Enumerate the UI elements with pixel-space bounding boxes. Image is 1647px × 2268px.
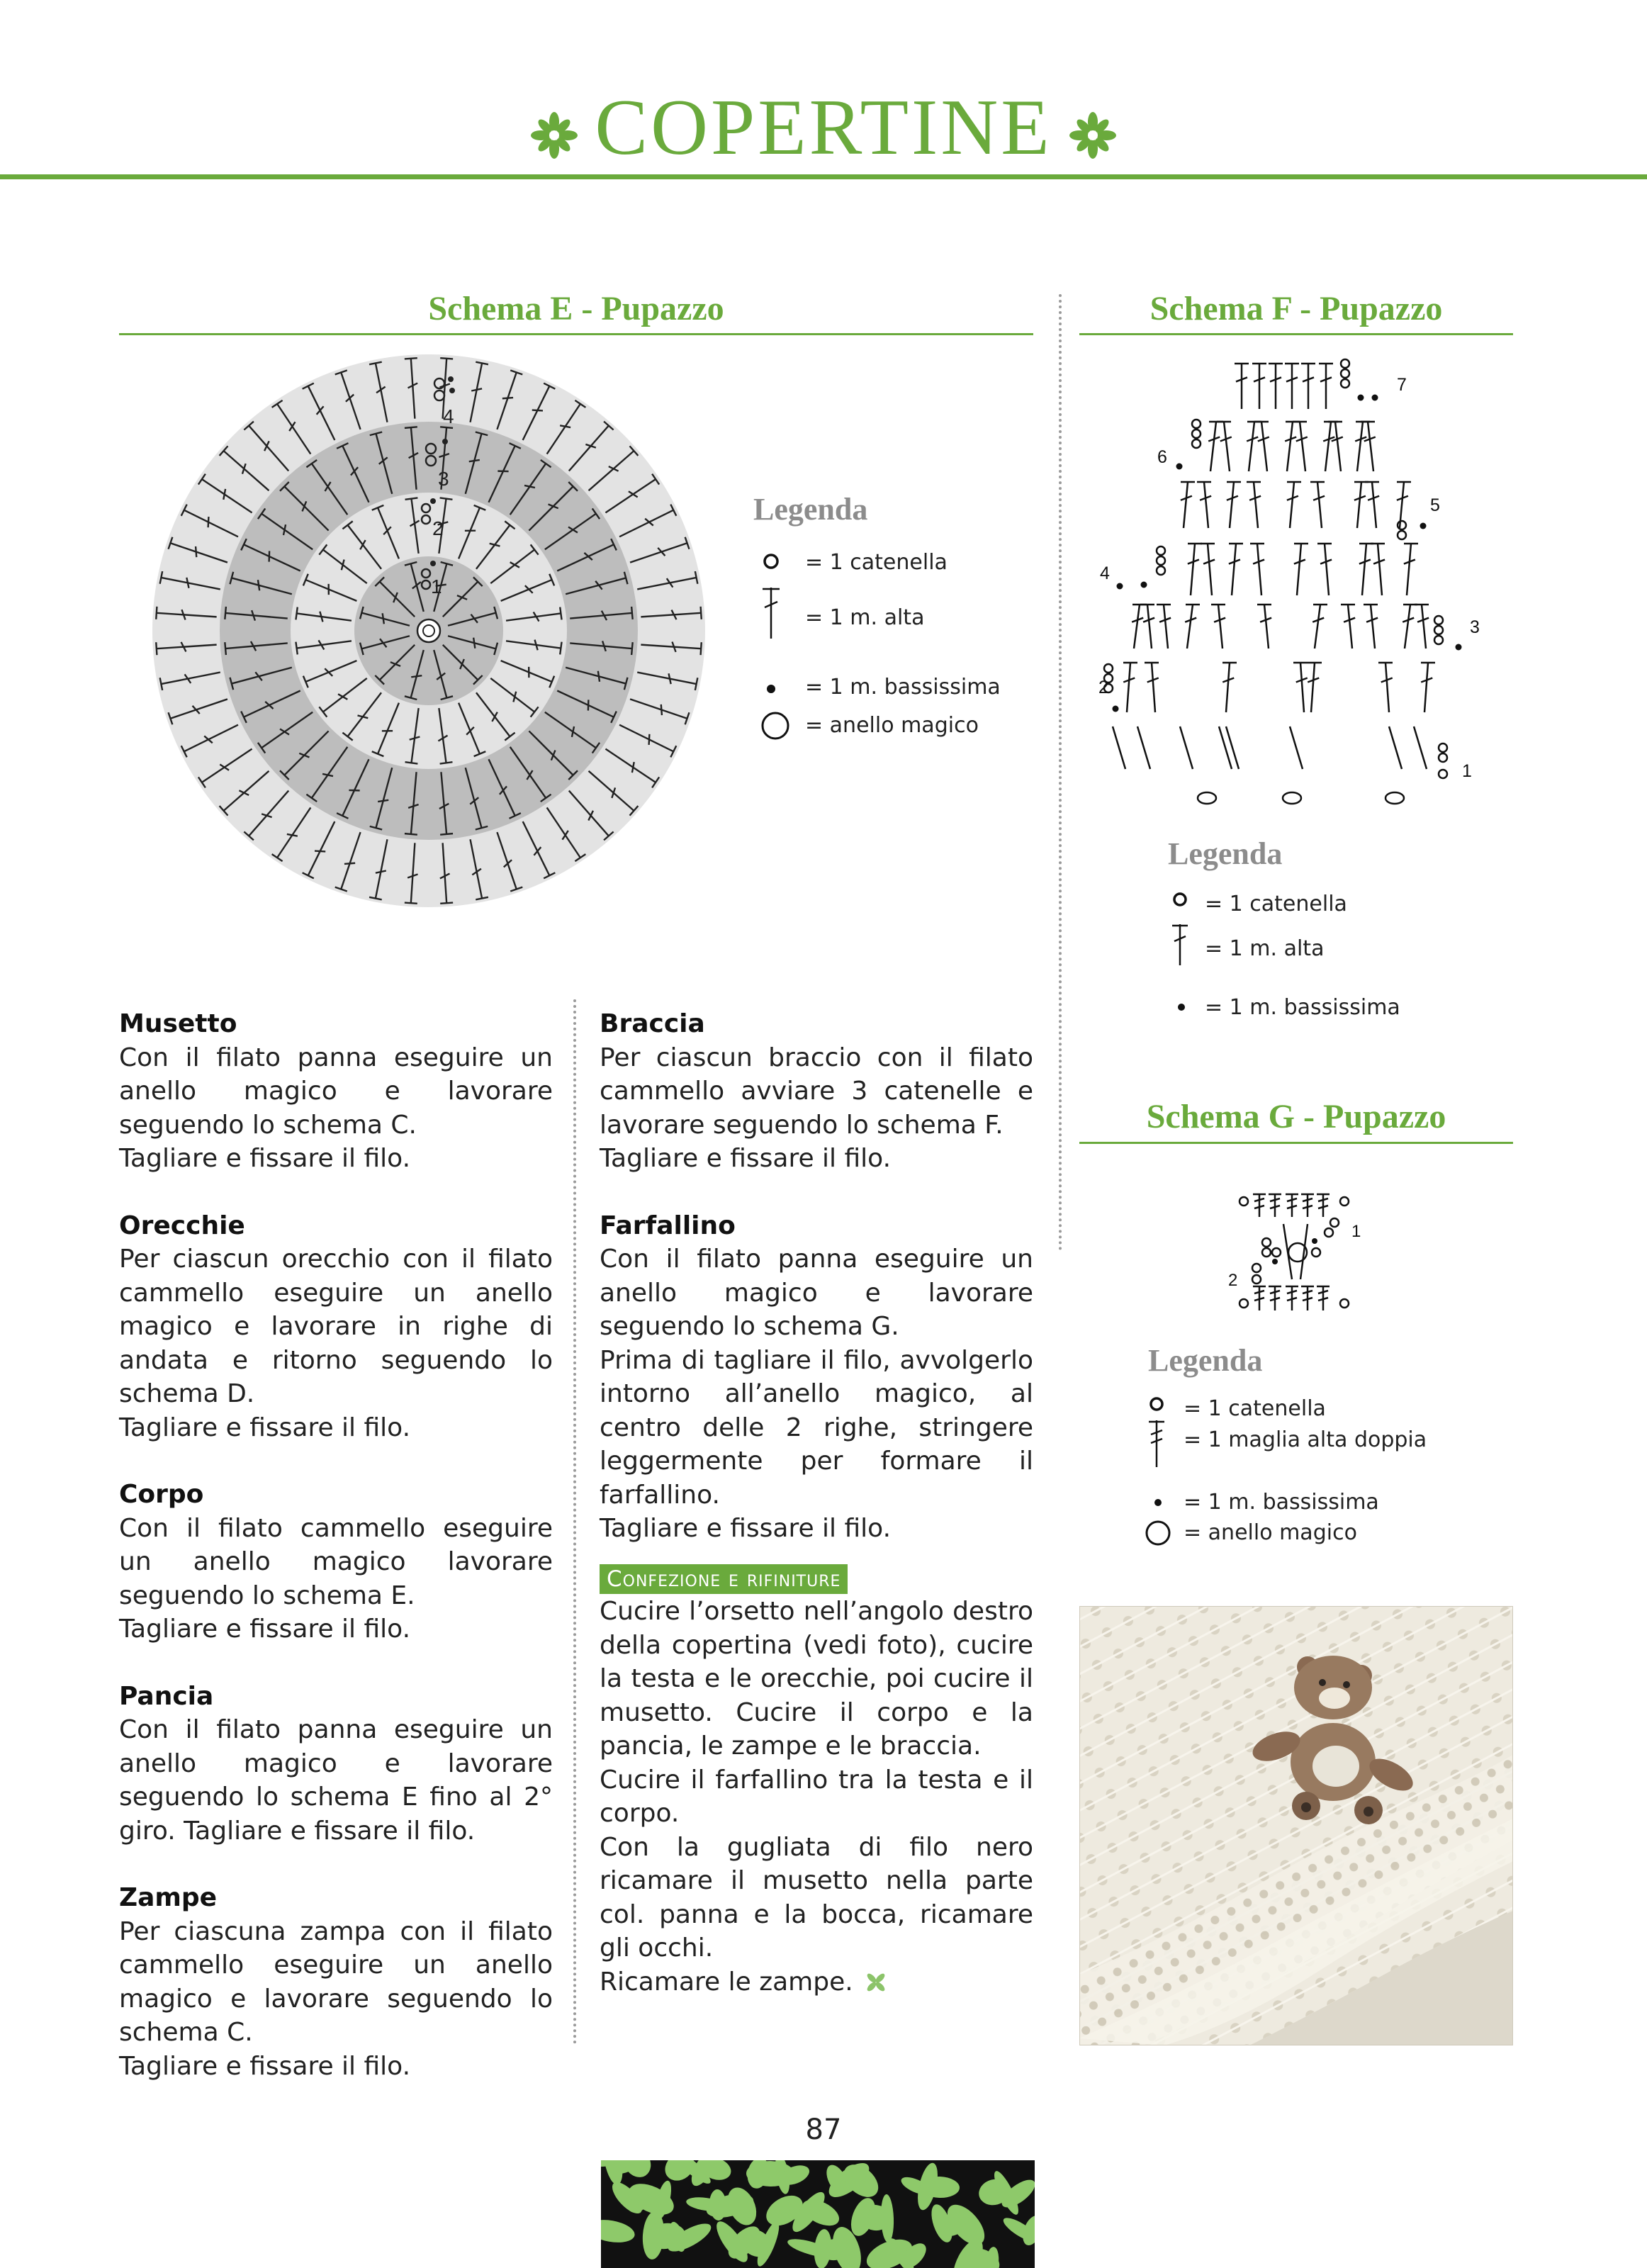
section-text: Per ciascun braccio con il filato cammello avviare 3 catenelle e lavorare seguendo lo schema F. (600, 1043, 1033, 1140)
column-separator-top (1059, 294, 1062, 1251)
section-text: Per ciascuna zampa con il filato cammello eseguire un anello magico e lavorare seguendo lo schema C. (119, 1916, 553, 2047)
section-text: Tagliare e fissare il filo. (600, 1144, 892, 1173)
section-text: Ricamare le zampe. (600, 1967, 853, 1997)
schema-g-legend-title: Legenda (1148, 1343, 1263, 1378)
page-title: COPERTINE (595, 84, 1052, 172)
schema-f-legend-slip: = 1 m. bassissima (1205, 995, 1400, 1020)
schema-e-round-label: 3 (438, 468, 449, 490)
section-corpo (119, 1478, 553, 1646)
header-rule (0, 174, 1647, 179)
section-heading: Musetto (119, 1009, 237, 1038)
magic-ring-icon (760, 710, 791, 741)
section-text: Tagliare e fissare il filo. (119, 1144, 411, 1173)
flower-ornament-icon (529, 111, 579, 160)
section-text: Con il filato panna eseguire un anello magico e lavorare seguendo lo schema E fino al 2° giro. Tagliare e fissare il filo. (119, 1715, 553, 1846)
schema-f-rule (1079, 333, 1513, 335)
schema-f-legend-chain: = 1 catenella (1205, 892, 1347, 916)
schema-e-rule (119, 333, 1033, 335)
instructions-right-column (600, 1007, 1033, 1999)
section-text: Cucire il farfallino tra la testa e il corpo. (600, 1765, 1033, 1828)
section-confezione (600, 1561, 1033, 1999)
section-text: Tagliare e fissare il filo. (119, 1413, 411, 1442)
section-musetto (119, 1007, 553, 1176)
column-separator-text (573, 999, 576, 2045)
section-text: Con il filato cammello eseguire un anello magico lavorare seguendo lo schema E. (119, 1513, 553, 1610)
schema-f-row-label: 4 (1100, 563, 1110, 583)
schema-e-legend-chain: = 1 catenella (805, 550, 948, 575)
schema-f-row-label: 7 (1397, 375, 1407, 395)
schema-e-legend-slip: = 1 m. bassissima (805, 675, 1001, 700)
schema-f-row-label: 5 (1430, 495, 1440, 515)
schema-g-diagram (1222, 1180, 1385, 1322)
section-text: Per ciascun orecchio con il filato cammello eseguire un anello magico e lavorare in righe di andata e ritorno seguendo lo schema D. (119, 1245, 553, 1408)
confezione-label: Confezione e rifiniture (600, 1564, 848, 1594)
schema-f-row-label: 1 (1462, 761, 1472, 781)
section-heading: Farfallino (600, 1211, 736, 1240)
section-braccia (600, 1007, 1033, 1176)
section-zampe (119, 1881, 553, 2083)
section-heading: Zampe (119, 1883, 218, 1912)
schema-g-legend-tr: = 1 maglia alta doppia (1184, 1427, 1427, 1452)
schema-f-legend-title: Legenda (1168, 836, 1283, 871)
schema-f-row-label: 6 (1157, 447, 1167, 467)
schema-f-legend-dc: = 1 m. alta (1205, 936, 1325, 961)
section-farfallino (600, 1209, 1033, 1546)
double-crochet-icon (1169, 921, 1191, 967)
section-text: Tagliare e fissare il filo. (119, 1615, 411, 1644)
schema-e-title: Schema E - Pupazzo (428, 290, 724, 327)
page-header (0, 78, 1647, 177)
end-mark-icon (865, 1972, 887, 1993)
schema-e-round-label: 4 (443, 405, 454, 427)
schema-f-row-label: 2 (1098, 678, 1108, 697)
schema-e-legend-title: Legenda (753, 492, 868, 527)
schema-e-legend-dc: = 1 m. alta (805, 605, 925, 630)
schema-g-legend-ring: = anello magico (1184, 1520, 1357, 1545)
schema-f-title: Schema F - Pupazzo (1149, 290, 1443, 327)
schema-e-round-label: 2 (432, 517, 444, 539)
schema-g-row-label: 1 (1351, 1222, 1361, 1241)
chain-circle-icon (1171, 890, 1189, 909)
schema-g-legend-slip: = 1 m. bassissima (1184, 1490, 1379, 1515)
section-heading: Orecchie (119, 1211, 245, 1240)
flower-ornament-icon (1068, 111, 1118, 160)
blanket-teddy-photo (1079, 1606, 1513, 2045)
magic-ring-icon (1144, 1519, 1172, 1547)
instructions-left-column (119, 1007, 553, 2116)
section-text: Con il filato panna eseguire un anello magico e lavorare seguendo lo schema C. (119, 1043, 553, 1140)
schema-f-diagram (1084, 351, 1510, 819)
schema-e-legend-ring: = anello magico (805, 713, 979, 738)
chain-circle-icon (761, 551, 781, 571)
section-heading: Braccia (600, 1009, 705, 1038)
schema-g-legend-chain: = 1 catenella (1184, 1396, 1326, 1421)
schema-g-row-label: 2 (1228, 1271, 1238, 1290)
schema-f-row-label: 3 (1470, 617, 1480, 637)
section-pancia (119, 1680, 553, 1848)
schema-g-title: Schema G - Pupazzo (1146, 1098, 1446, 1135)
section-text: Tagliare e fissare il filo. (119, 2051, 411, 2081)
schema-g-rule (1079, 1142, 1513, 1144)
section-heading: Corpo (119, 1480, 204, 1509)
section-orecchie (119, 1209, 553, 1445)
double-crochet-icon (760, 585, 782, 640)
section-text: Tagliare e fissare il filo. (600, 1514, 892, 1543)
chain-circle-icon (1147, 1395, 1166, 1413)
treble-crochet-icon (1146, 1418, 1167, 1469)
section-heading: Pancia (119, 1681, 214, 1711)
section-text: Con il filato panna eseguire un anello magico e lavorare seguendo lo schema G. (600, 1245, 1033, 1341)
schema-e-round-label: 1 (431, 576, 442, 597)
slip-stitch-dot-icon (1152, 1497, 1164, 1508)
section-text: Con la gugliata di filo nero ricamare il musetto nella parte col. panna e la bocca, ricamare gli occhi. (600, 1832, 1033, 1963)
section-text: Prima di tagliare il filo, avvolgerlo intorno all’anello magico, al centro delle 2 righe, stringere leggermente per formare il farfallino. (600, 1345, 1033, 1510)
footer-knit-pattern (601, 2160, 1035, 2268)
schema-e-diagram (149, 351, 709, 911)
slip-stitch-dot-icon (1176, 1001, 1187, 1013)
page-number: 87 (805, 2113, 842, 2146)
section-text: Cucire l’orsetto nell’angolo destro della copertina (vedi foto), cucire la testa e le orecchie, poi cucire il musetto. Cucire il corpo e la pancia, le zampe e le braccia. (600, 1597, 1033, 1761)
slip-stitch-dot-icon (764, 682, 778, 696)
